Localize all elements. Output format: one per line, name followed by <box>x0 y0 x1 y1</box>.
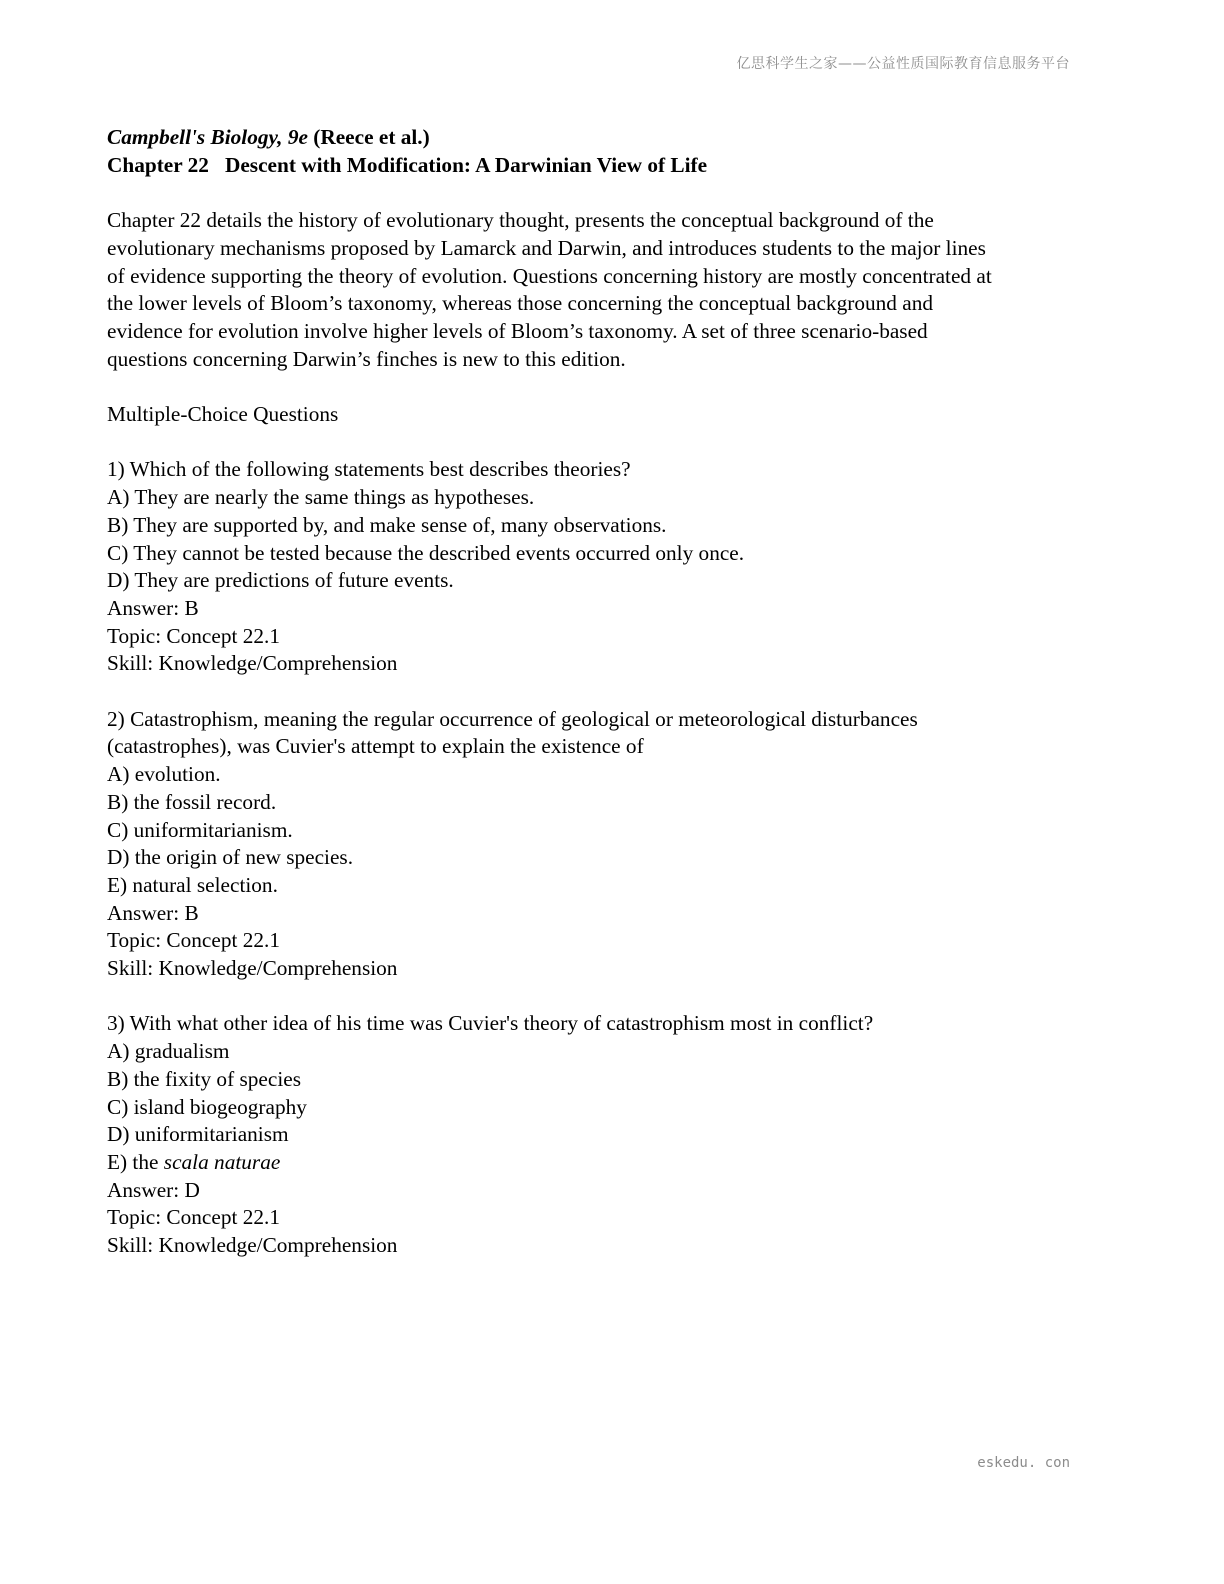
question-topic: Topic: Concept 22.1 <box>107 928 280 953</box>
chapter-number: Chapter 22 <box>107 152 209 177</box>
answer-option: C) They cannot be tested because the described events occurred only once. <box>107 540 745 565</box>
answer-option <box>107 1149 1117 1177</box>
question-3 <box>107 1010 1117 1259</box>
question-1 <box>107 456 1117 678</box>
answer-option: B) the fixity of species <box>107 1066 301 1091</box>
chapter-intro <box>107 207 1117 373</box>
intro-line: evolutionary mechanisms proposed by Lamarck and Darwin, and introduces students to the major lines <box>107 235 986 260</box>
answer-option: E) natural selection. <box>107 872 278 897</box>
question-2 <box>107 706 1117 983</box>
footer-watermark: eskedu. con <box>977 1455 1070 1471</box>
question-skill: Skill: Knowledge/Comprehension <box>107 651 398 676</box>
intro-line: questions concerning Darwin’s finches is new to this edition. <box>107 346 626 371</box>
section-heading: Multiple-Choice Questions <box>107 402 339 426</box>
answer-option: A) evolution. <box>107 762 221 787</box>
answer-option: D) uniformitarianism <box>107 1122 289 1147</box>
question-skill: Skill: Knowledge/Comprehension <box>107 956 398 981</box>
answer-option: C) uniformitarianism. <box>107 817 293 842</box>
answer-option: A) They are nearly the same things as hypotheses. <box>107 485 535 510</box>
answer-key: Answer: B <box>107 900 199 925</box>
intro-line: Chapter 22 details the history of evolutionary thought, presents the conceptual background of the <box>107 208 934 233</box>
intro-line: of evidence supporting the theory of evolution. Questions concerning history are mostly concentrated at <box>107 263 992 288</box>
answer-option: D) They are predictions of future events. <box>107 568 454 593</box>
answer-key: Answer: B <box>107 595 199 620</box>
question-stem: 2) Catastrophism, meaning the regular occurrence of geological or meteorological disturbances <box>107 706 918 731</box>
document-body <box>107 124 1117 1260</box>
question-skill: Skill: Knowledge/Comprehension <box>107 1233 398 1258</box>
question-stem: 1) Which of the following statements best describes theories? <box>107 457 631 482</box>
answer-option: C) island biogeography <box>107 1094 307 1119</box>
answer-option: D) the origin of new species. <box>107 845 354 870</box>
question-topic: Topic: Concept 22.1 <box>107 1205 280 1230</box>
question-stem: (catastrophes), was Cuvier's attempt to explain the existence of <box>107 734 644 759</box>
question-stem: 3) With what other idea of his time was Cuvier's theory of catastrophism most in conflict? <box>107 1011 874 1036</box>
answer-option: B) They are supported by, and make sense of, many observations. <box>107 512 667 537</box>
chapter-name: Descent with Modification: A Darwinian View of Life <box>224 152 708 177</box>
intro-line: evidence for evolution involve higher levels of Bloom’s taxonomy. A set of three scenario-based <box>107 318 928 343</box>
book-title <box>107 124 1117 152</box>
answer-option: B) the fossil record. <box>107 789 277 814</box>
intro-line: the lower levels of Bloom’s taxonomy, whereas those concerning the conceptual background and <box>107 291 933 316</box>
chapter-title <box>107 152 1117 180</box>
answer-key: Answer: D <box>107 1177 200 1202</box>
book-title-authors: (Reece et al.) <box>307 125 430 149</box>
header-watermark: 亿思科学生之家——公益性质国际教育信息服务平台 <box>736 56 1070 72</box>
answer-option: A) gradualism <box>107 1039 230 1064</box>
book-title-italic: Campbell's Biology, 9e <box>107 125 308 149</box>
answer-option-italic: scala naturae <box>163 1149 281 1174</box>
answer-option-prefix: E) the <box>107 1149 164 1174</box>
question-topic: Topic: Concept 22.1 <box>107 623 280 648</box>
